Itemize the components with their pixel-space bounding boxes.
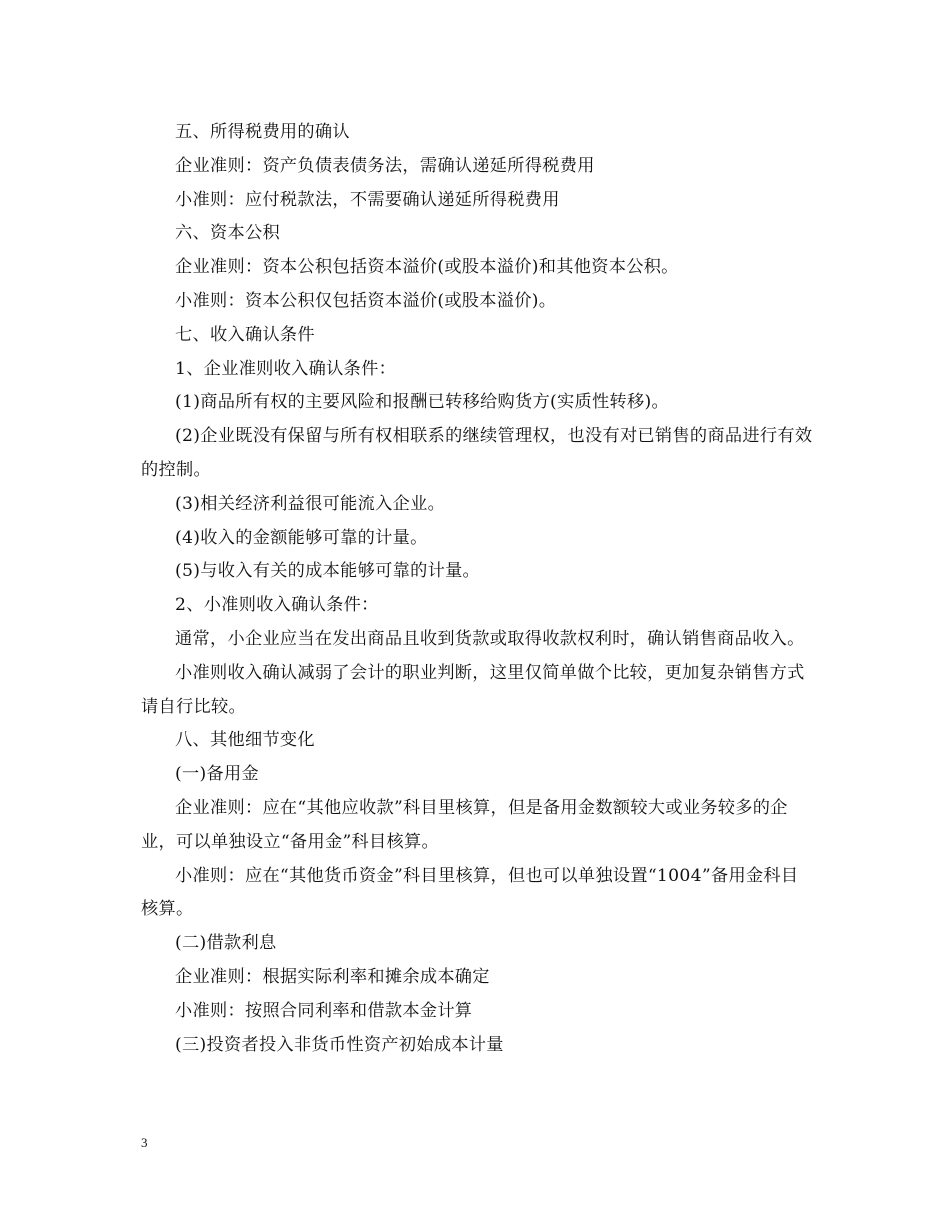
list-item: (1)商品所有权的主要风险和报酬已转移给购货方(实质性转移)。 xyxy=(175,392,669,413)
paragraph: 小准则：资本公积仅包括资本溢价(或股本溢价)。 xyxy=(175,290,557,311)
section-heading-other-changes: 八、其他细节变化 xyxy=(175,730,315,751)
subheading: 2、小准则收入确认条件： xyxy=(175,595,379,616)
list-item: (3)相关经济利益很可能流入企业。 xyxy=(175,493,446,514)
paragraph: 企业准则：资产负债表债务法，需确认递延所得税费用 xyxy=(175,155,595,176)
paragraph: 小准则收入确认减弱了会计的职业判断，这里仅简单做个比较，更加复杂销售方式请自行比较。 xyxy=(141,662,805,717)
paragraph: 企业准则：应在“其他应收款”科目里核算，但是备用金数额较大或业务较多的企业，可以单独设立“备用金”科目核算。 xyxy=(141,797,788,852)
list-item: (2)企业既没有保留与所有权相联系的继续管理权，也没有对已销售的商品进行有效的控制。 xyxy=(141,426,813,480)
document-body xyxy=(141,116,813,1062)
paragraph: 企业准则：根据实际利率和摊余成本确定 xyxy=(175,966,490,987)
paragraph: 企业准则：资本公积包括资本溢价(或股本溢价)和其他资本公积。 xyxy=(175,257,679,278)
paragraph: 小准则：应付税款法，不需要确认递延所得税费用 xyxy=(175,189,560,210)
list-item: (4)收入的金额能够可靠的计量。 xyxy=(175,527,428,548)
paragraph: 通常，小企业应当在发出商品且收到货款或取得收款权利时，确认销售商品收入。 xyxy=(175,628,805,649)
paragraph: 小准则：应在“其他货币资金”科目里核算，但也可以单独设置“1004”备用金科目核算。 xyxy=(141,865,799,920)
subheading: 1、企业准则收入确认条件： xyxy=(175,358,397,379)
page-number: 3 xyxy=(141,1135,148,1150)
paragraph: 小准则：按照合同利率和借款本金计算 xyxy=(175,1000,473,1021)
section-heading-capital-reserve: 六、资本公积 xyxy=(175,223,280,244)
subheading: (三)投资者投入非货币性资产初始成本计量 xyxy=(175,1034,504,1055)
subheading: (一)备用金 xyxy=(175,764,259,785)
subheading: (二)借款利息 xyxy=(175,933,277,954)
section-heading-revenue-recognition: 七、收入确认条件 xyxy=(175,324,315,345)
section-heading-income-tax: 五、所得税费用的确认 xyxy=(175,122,350,142)
list-item: (5)与收入有关的成本能够可靠的计量。 xyxy=(175,561,481,582)
